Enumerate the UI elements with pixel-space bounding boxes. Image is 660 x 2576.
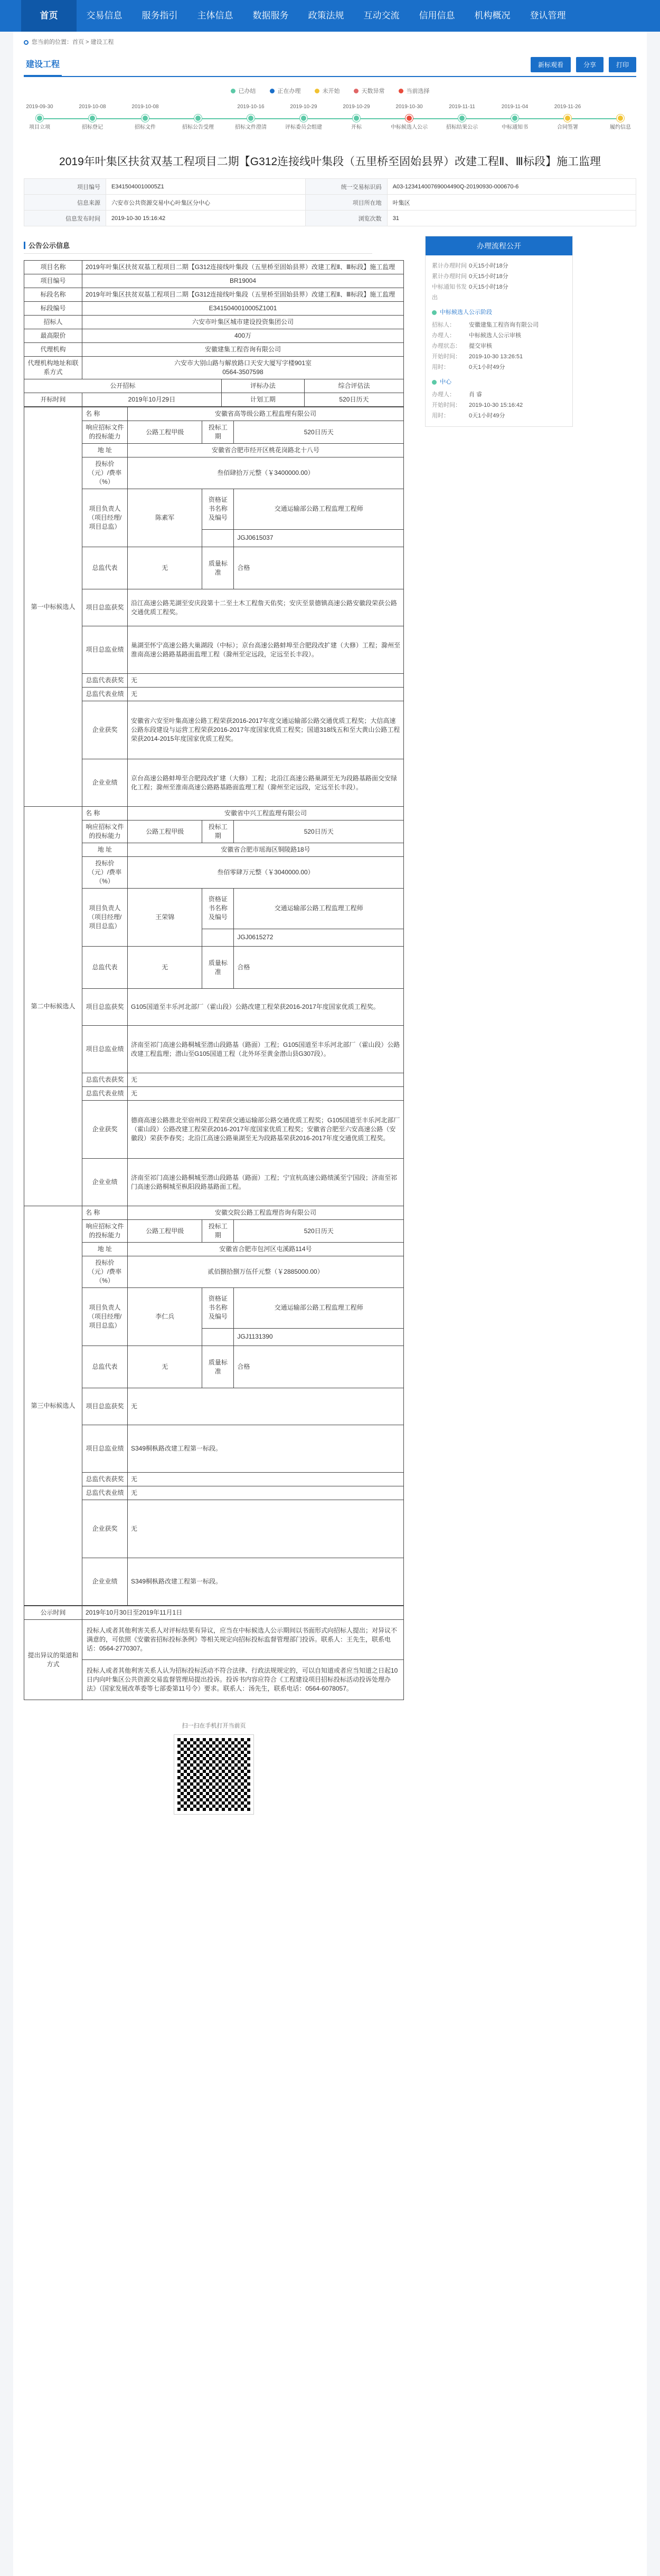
timeline-step[interactable]: 2019-10-16 招标文件澄清 bbox=[235, 104, 267, 130]
table-row: 企业获奖 德商高速公路淮北至宿州段工程荣获交通运输部公路交通优质工程奖；G105国道至丰乐河北部厂（霍山段）公路改建工程荣获2016-2017年度国家优质工程奖；安徽省合肥至六安高速公路（安徽段）荣获李春奖；北沿江高速公路巢湖至无为段路基荣获2016-2017年度交通优质工程奖。 bbox=[24, 1101, 404, 1159]
table-row: JGJ0615272 bbox=[24, 929, 404, 946]
step-circle-icon bbox=[194, 115, 202, 122]
timeline-step[interactable]: 2019-09-30 项目立项 bbox=[26, 104, 53, 130]
nav-interact[interactable]: 互动交流 bbox=[363, 11, 400, 21]
nav-trade[interactable]: 交易信息 bbox=[86, 11, 122, 21]
table-row: 总监代表 无 质量标准 合格 bbox=[24, 947, 404, 989]
table-row: 企业业绩 S349桐枞路改建工程第一标段。 bbox=[24, 1558, 404, 1606]
legend-done: 已办结 bbox=[231, 87, 256, 95]
nav-data[interactable]: 数据服务 bbox=[252, 11, 289, 21]
step-circle-icon bbox=[89, 115, 96, 122]
section-tag: 建设工程 bbox=[24, 52, 62, 77]
table-row: 企业业绩 京台高速公路蚌埠至合肥段改扩建（大修）工程；北沿江高速公路巢湖至无为段路基路面交安绿化工程；滁州至淮南高速公路路基路面监理工程（滁州至定远段，定远至长丰段）。 bbox=[24, 759, 404, 807]
nav-login[interactable]: 登认管理 bbox=[530, 11, 566, 21]
table-row: 地 址 安徽省合肥市包河区屯溪路114号 bbox=[24, 1243, 404, 1256]
table-row: 总监代表业绩 无 bbox=[24, 688, 404, 701]
table-row: 投标价（元）/费率（%） 贰佰捌拾捌万伍仟元整（￥2885000.00） bbox=[24, 1256, 404, 1288]
table-row: 总监代表获奖 无 bbox=[24, 1473, 404, 1486]
table-row: 总监代表获奖 无 bbox=[24, 1073, 404, 1087]
process-timeline bbox=[24, 100, 636, 148]
table-row: 第一中标候选人 名 称 安徽省高等级公路工程监理有限公司 bbox=[24, 407, 404, 421]
table-row: 投标价（元）/费率（%） 叁佰肆拾万元整（￥3400000.00） bbox=[24, 457, 404, 489]
sidebar-stage: 中心 bbox=[432, 377, 566, 387]
legend-dot-icon bbox=[354, 89, 359, 93]
step-circle-icon bbox=[617, 115, 624, 122]
table-row: 项目总监获奖 G105国道至丰乐河北部厂（霍山段）公路改建工程荣获2016-2017年度国家优质工程奖。 bbox=[24, 989, 404, 1026]
nav-subject[interactable]: 主体信息 bbox=[197, 11, 233, 21]
nav-credit[interactable]: 信用信息 bbox=[419, 11, 455, 21]
table-row: 项目总监业绩 巢湖至怀宁高速公路大巢湖段（中标）；京台高速公路蚌埠至合肥段改扩建（大修）工程；滁州至淮南高速公路路基路面监理工程（滁州至定远段，定远至长丰段）。 bbox=[24, 626, 404, 674]
timeline-step[interactable]: 2019-10-08 招标登记 bbox=[79, 104, 106, 130]
table-row: 响应招标文件的投标能力 公路工程甲级 投标工期 520日历天 bbox=[24, 421, 404, 444]
table-row: 企业获奖 无 bbox=[24, 1500, 404, 1558]
legend-current: 当前选择 bbox=[399, 87, 430, 95]
nav-guide[interactable]: 服务指引 bbox=[142, 11, 178, 21]
table-row: 企业获奖 安徽省六安至叶集高速公路工程荣获2016-2017年度交通运输部公路交通优质工程奖；大信高速公路东段建设与运营工程荣获2016-2017年度国家优质工程奖；国道318线五和至大黄山公路工程荣获2014-2015年度国家优质工程奖。 bbox=[24, 701, 404, 759]
status-legend bbox=[24, 87, 636, 95]
sidebar-stage: 中标候选人公示阶段 bbox=[432, 307, 566, 318]
legend-doing: 正在办理 bbox=[270, 87, 301, 95]
table-row: 项目负责人（项目经理/项目总监） 陈素军 资格证书名称及编号 交通运输部公路工程监理工程师 bbox=[24, 489, 404, 530]
step-circle-icon bbox=[36, 115, 43, 122]
publicity-table: 公示时间 2019年10月30日至2019年11月1日 提出异议的渠道和方式 投标人或者其他利害关系人对评标结果有异议，应当在中标候选人公示期间以书面形式向招标人提出；对异议不满意的，可依照《安徽省招标投标条例》等相关规定向招标投标监督管理部门投诉。联系人：王先生，联系电话：0564-2770307。 投标人或者其他利害关系人认为招标投标活动不符合法律、行政法规规定的，可以自知道或者应当知道之日起10日内向叶集区公共资源交易监督管理局提出投诉。投诉书内容应符合《工程建设项目招标投标活动投诉处理办法》（国家发展改革委等七部委第11号令）要求。联系人：汤先生，联系电话：0564-6078057。 bbox=[24, 1606, 404, 1700]
table-row: 第二中标候选人 名 称 安徽省中兴工程监理有限公司 bbox=[24, 807, 404, 820]
print-button[interactable]: 打印 bbox=[609, 57, 636, 72]
table-row: 项目总监获奖 沿江高速公路芜湖至安庆段第十二至土木工程詹天佑奖；安庆至景德镇高速公路安徽段荣获公路交通优质工程奖。 bbox=[24, 589, 404, 626]
timeline-step[interactable]: 履约信息 bbox=[597, 100, 644, 131]
stage-dot-icon bbox=[432, 310, 437, 315]
legend-todo: 未开始 bbox=[315, 87, 340, 95]
table-row: 总监代表业绩 无 bbox=[24, 1486, 404, 1500]
timeline-step[interactable]: 2019-10-08 招标文件 bbox=[131, 104, 159, 130]
table-row: 总监代表 无 质量标准 合格 bbox=[24, 1346, 404, 1388]
table-row: 总监代表获奖 无 bbox=[24, 674, 404, 688]
timeline-step[interactable]: 2019-10-29 评标委员会组建 bbox=[285, 104, 322, 130]
step-circle-icon bbox=[142, 115, 149, 122]
nav-home[interactable]: 首页 bbox=[21, 0, 77, 32]
timeline-step[interactable]: 2019-10-30 中标候选人公示 bbox=[391, 104, 428, 130]
location-icon bbox=[24, 40, 29, 45]
timeline-step[interactable]: 2019-11-04 中标通知书 bbox=[501, 104, 529, 130]
table-row: 地 址 安徽省合肥市瑶海区铜陵路18号 bbox=[24, 843, 404, 857]
table-row: 项目总监业绩 S349桐枞路改建工程第一标段。 bbox=[24, 1425, 404, 1473]
timeline-step[interactable]: 2019-11-11 招标结果公示 bbox=[446, 104, 478, 130]
step-circle-icon bbox=[406, 115, 413, 122]
table-row: JGJ0615037 bbox=[24, 529, 404, 547]
step-circle-icon bbox=[247, 115, 254, 122]
announcement-table: 项目名称 2019年叶集区扶贫双基工程项目二期【G312连接线叶集段（五里桥至固始县界）改建工程Ⅱ、Ⅲ标段】施工监理 项目编号 BR19004 标段名称 2019年叶集区扶贫双基工程项目二期【G312连接线叶集段（五里桥至固始县界）改建工程Ⅱ、Ⅲ标段】施工监理 标段编号 E3415040010005Z1001 招标人 六安市叶集区城市建设投资集团公司 最高限价 400万 代理机构 安徽建集工程咨询有限公司 代理机构地址和联系方式 六安市大别山路与解放路口天安大厦写字楼901室 0564-3507598 公开招标 评标办法 综合评估法 开标时间 2019年10月29日 计划工期 520日历天 bbox=[24, 260, 404, 407]
legend-dot-icon bbox=[315, 89, 319, 93]
breadcrumb bbox=[24, 32, 636, 53]
step-circle-icon bbox=[458, 115, 466, 122]
legend-dot-icon bbox=[231, 89, 235, 93]
step-circle-icon bbox=[353, 115, 360, 122]
table-row: 企业业绩 济南至祁门高速公路桐城至潜山段路基（路面）工程；宁宣杭高速公路绩溪至宁国段；济南至祁门高速公路桐城至枞阳段路基路面工程。 bbox=[24, 1159, 404, 1206]
table-row: 响应招标文件的投标能力 公路工程甲级 投标工期 520日历天 bbox=[24, 1220, 404, 1243]
sidebar-stat: 中标通知书发出 0天15小时18分 bbox=[432, 284, 508, 301]
table-row: JGJ1131390 bbox=[24, 1328, 404, 1346]
timeline-step[interactable]: 招标公告受理 bbox=[174, 100, 222, 131]
table-row: 投标价（元）/费率（%） 叁佰零肆万元整（￥3040000.00） bbox=[24, 857, 404, 889]
table-row: 总监代表 无 质量标准 合格 bbox=[24, 547, 404, 589]
process-sidebar: 办理流程公开 累计办理时间 0天15小时18分 累计办理时间 0天15小时18分 中标通知书发出 0天15小时18分 中标候选人公示阶段 招标人： 安徽建集工程咨询有限公司 办理人： 中标候选人公示审核 办理状态： 提交审核 开始时间： 2019-10-30 13:26:51 用时： 0天1小时49分 中心 办理人： 肖 睿 开始时间： 2019-10-30 15:16:42 用时： 0天1小时49分 bbox=[425, 236, 573, 1814]
page-title: 2019年叶集区扶贫双基工程项目二期【G312连接线叶集段（五里桥至固始县界）改建工程Ⅱ、Ⅲ标段】施工监理 bbox=[59, 156, 601, 168]
table-row: 项目负责人（项目经理/项目总监） 王荣锦 资格证书名称及编号 交通运输部公路工程监理工程师 bbox=[24, 889, 404, 929]
legend-dot-icon bbox=[399, 89, 403, 93]
new-window-button[interactable]: 新标观看 bbox=[531, 57, 571, 72]
sidebar-stat: 累计办理时间 0天15小时18分 bbox=[432, 263, 508, 269]
timeline-step[interactable]: 2019-10-29 开标 bbox=[343, 104, 370, 130]
step-circle-icon bbox=[300, 115, 307, 122]
step-circle-icon bbox=[511, 115, 518, 122]
top-nav bbox=[0, 0, 660, 32]
table-row: 项目总监业绩 济南至祁门高速公路桐城至潜山段路基（路面）工程；G105国道至丰乐河北部厂（霍山段）公路改建工程监理；潜山至G105国道工程（北外环至黄金潜山县G307段）。 bbox=[24, 1026, 404, 1073]
table-row: 响应招标文件的投标能力 公路工程甲级 投标工期 520日历天 bbox=[24, 820, 404, 843]
stage-dot-icon bbox=[432, 380, 437, 385]
table-row: 项目总监获奖 无 bbox=[24, 1388, 404, 1425]
nav-org[interactable]: 机构概况 bbox=[474, 11, 511, 21]
qr-label: 扫一扫在手机打开当前页 bbox=[182, 1723, 246, 1729]
legend-abnormal: 天数异常 bbox=[354, 87, 385, 95]
table-row: 第三中标候选人 名 称 安徽交院公路工程监理咨询有限公司 bbox=[24, 1206, 404, 1220]
sidebar-title: 办理流程公开 bbox=[426, 236, 572, 255]
table-row: 地 址 安徽省合肥市经开区桃花岗路北十八号 bbox=[24, 444, 404, 457]
doc-section-title: 公告公示信息 bbox=[24, 240, 372, 254]
share-button[interactable]: 分享 bbox=[576, 57, 604, 72]
breadcrumb-text[interactable]: 您当前的位置：首页 > 建设工程 bbox=[32, 39, 114, 45]
candidates-table bbox=[24, 407, 404, 1606]
legend-dot-icon bbox=[270, 89, 275, 93]
table-row: 总监代表业绩 无 bbox=[24, 1087, 404, 1101]
nav-policy[interactable]: 政策法规 bbox=[308, 11, 344, 21]
step-circle-icon bbox=[564, 115, 571, 122]
qr-code-image bbox=[174, 1735, 253, 1814]
project-info-table: 项目编号 E3415040010005Z1 统一交易标识码 A03-12341400769004490Q-20190930-000670-6 信息来源 六安市公共资源交易中心叶集区分中心 项目所在地 叶集区 信息发布时间 2019-10-30 15:16:42 浏览次数 31 bbox=[24, 178, 636, 226]
timeline-step[interactable]: 2019-11-26 合同签署 bbox=[554, 104, 581, 130]
table-row: 项目负责人（项目经理/项目总监） 李仁兵 资格证书名称及编号 交通运输部公路工程监理工程师 bbox=[24, 1288, 404, 1329]
sidebar-stat: 累计办理时间 0天15小时18分 bbox=[432, 273, 508, 280]
